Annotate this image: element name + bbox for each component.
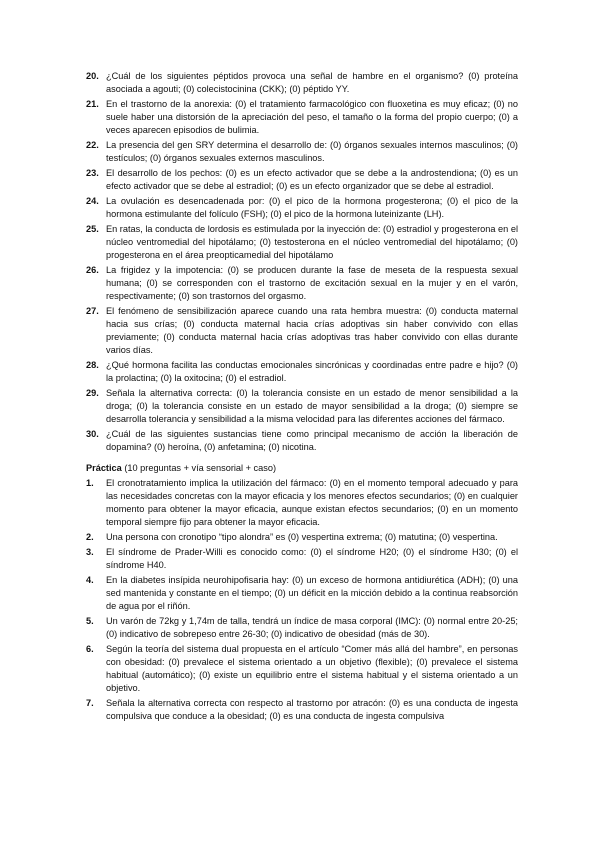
question-list <box>86 70 518 454</box>
question-item <box>86 477 518 529</box>
question-number: 28. <box>86 360 99 370</box>
question-text: Señala la alternativa correcta: (0) la tolerancia consiste en un estado de menor sensibilidad a la droga; (0) la tolerancia consiste en un estado de mayor sensibilidad a la droga; (0) siempre se desarrolla tolerancia y sensibilidad a la misma velocidad para las diferentes acciones del fármaco. <box>106 388 518 424</box>
question-number: 3. <box>86 547 94 557</box>
question-item <box>86 697 518 723</box>
question-item <box>86 70 518 96</box>
question-text: El desarrollo de los pechos: (0) es un efecto activador que se debe a la androstendiona; (0) es un efecto activador que se debe al estradiol; (0) es un efecto organizador que se debe al estradiol. <box>106 168 518 191</box>
question-text: ¿Cuál de los siguientes péptidos provoca una señal de hambre en el organismo? (0) proteína asociada a agouti; (0) colecistocinina (CKK); (0) péptido YY. <box>106 71 518 94</box>
question-item <box>86 264 518 303</box>
question-number: 22. <box>86 140 99 150</box>
question-number: 27. <box>86 306 99 316</box>
question-text: ¿Qué hormona facilita las conductas emocionales sincrónicas y coordinadas entre padre e hijo? (0) la prolactina; (0) la oxitocina; (0) el estradiol. <box>106 360 518 383</box>
question-item <box>86 223 518 262</box>
question-text: ¿Cuál de las siguientes sustancias tiene como principal mecanismo de acción la liberación de dopamina? (0) heroína, (0) anfetamina; (0) nicotina. <box>106 429 518 452</box>
question-number: 6. <box>86 644 94 654</box>
question-text: En ratas, la conducta de lordosis es estimulada por la inyección de: (0) estradiol y progesterona en el núcleo ventromedial del hipotálamo; (0) testosterona en el núcleo ventromedial del hipotálamo; (0) progesterona en el área preopticamedial del hipotálamo <box>106 224 518 260</box>
question-item <box>86 428 518 454</box>
question-item <box>86 546 518 572</box>
question-item <box>86 574 518 613</box>
question-text: En el trastorno de la anorexia: (0) el tratamiento farmacológico con fluoxetina es muy eficaz; (0) no suele haber una distorsión de la apreciación del peso, el tamaño o la forma del propio cuerpo; (0) a veces aparecen episodios de bulimia. <box>106 99 518 135</box>
question-number: 23. <box>86 168 99 178</box>
question-number: 25. <box>86 224 99 234</box>
question-item <box>86 305 518 357</box>
practica-title: Práctica <box>86 463 122 473</box>
question-item <box>86 359 518 385</box>
question-item <box>86 195 518 221</box>
question-number: 26. <box>86 265 99 275</box>
question-text: Una persona con cronotipo “tipo alondra” es (0) vespertina extrema; (0) matutina; (0) vespertina. <box>106 532 498 542</box>
question-item <box>86 98 518 137</box>
practica-question-list <box>86 477 518 723</box>
question-number: 5. <box>86 616 94 626</box>
question-number: 2. <box>86 532 94 542</box>
question-number: 4. <box>86 575 94 585</box>
practica-subtitle: (10 preguntas + vía sensorial + caso) <box>124 463 277 473</box>
question-number: 20. <box>86 71 99 81</box>
question-number: 7. <box>86 698 94 708</box>
question-number: 1. <box>86 478 94 488</box>
question-text: El síndrome de Prader-Willi es conocido como: (0) el síndrome H20; (0) el síndrome H30; (0) el síndrome H40. <box>106 547 518 570</box>
question-text: En la diabetes insípida neurohipofisaria hay: (0) un exceso de hormona antidiurética (ADH); (0) una sed mantenida y constante en el tiempo; (0) un déficit en la micción debido a la continua reabsorción de agua por el riñón. <box>106 575 518 611</box>
question-text: El fenómeno de sensibilización aparece cuando una rata hembra muestra: (0) conducta maternal hacia sus crías; (0) conducta maternal hacia crías adoptivas sin haber convivido con ellas previamente; (0) conducta maternal hacia crías adoptivas tras haber convivido con ellas durante varios días. <box>106 306 518 355</box>
question-item <box>86 139 518 165</box>
question-text: La ovulación es desencadenada por: (0) el pico de la hormona progesterona; (0) el pico de la hormona estimulante del folículo (FSH); (0) el pico de la hormona luteinizante (LH). <box>106 196 518 219</box>
question-number: 29. <box>86 388 99 398</box>
question-item <box>86 531 518 544</box>
question-text: Un varón de 72kg y 1,74m de talla, tendrá un índice de masa corporal (IMC): (0) normal entre 20-25; (0) indicativo de sobrepeso entre 26-30; (0) indicativo de obesidad (más de 30). <box>106 616 518 639</box>
question-text: El cronotratamiento implica la utilización del fármaco: (0) en el momento temporal adecuado y para las necesidades concretas con la mayor eficacia y los menores efectos secundarios; (0) en cualquier momento para obtener la mayor eficacia, aunque existan efectos secundarios; (0) en un momento temporal siempre fijo para obtener la mayor eficacia. <box>106 478 518 527</box>
question-item <box>86 387 518 426</box>
practica-header <box>86 462 518 475</box>
document-page <box>86 70 518 725</box>
question-number: 21. <box>86 99 99 109</box>
question-text: Según la teoría del sistema dual propuesta en el artículo “Comer más allá del hambre”, en personas con obesidad: (0) prevalece el sistema orientado a un objetivo (flexible); (0) prevalece el sistema habitual (automático); (0) existe un equilibrio entre el sistema habitual y el sistema orientado a un objetivo. <box>106 644 518 693</box>
question-number: 24. <box>86 196 99 206</box>
question-item <box>86 643 518 695</box>
question-item <box>86 615 518 641</box>
question-text: La presencia del gen SRY determina el desarrollo de: (0) órganos sexuales internos masculinos; (0) testículos; (0) órganos sexuales externos masculinos. <box>106 140 518 163</box>
question-item <box>86 167 518 193</box>
question-number: 30. <box>86 429 99 439</box>
question-text: La frigidez y la impotencia: (0) se producen durante la fase de meseta de la respuesta sexual humana; (0) se corresponden con el trastorno de excitación sexual en la mujer y en el varón, respectivamente; (0) son trastornos del orgasmo. <box>106 265 518 301</box>
question-text: Señala la alternativa correcta con respecto al trastorno por atracón: (0) es una conducta de ingesta compulsiva que conduce a la obesidad; (0) es una conducta de ingesta compulsiva <box>106 698 518 721</box>
